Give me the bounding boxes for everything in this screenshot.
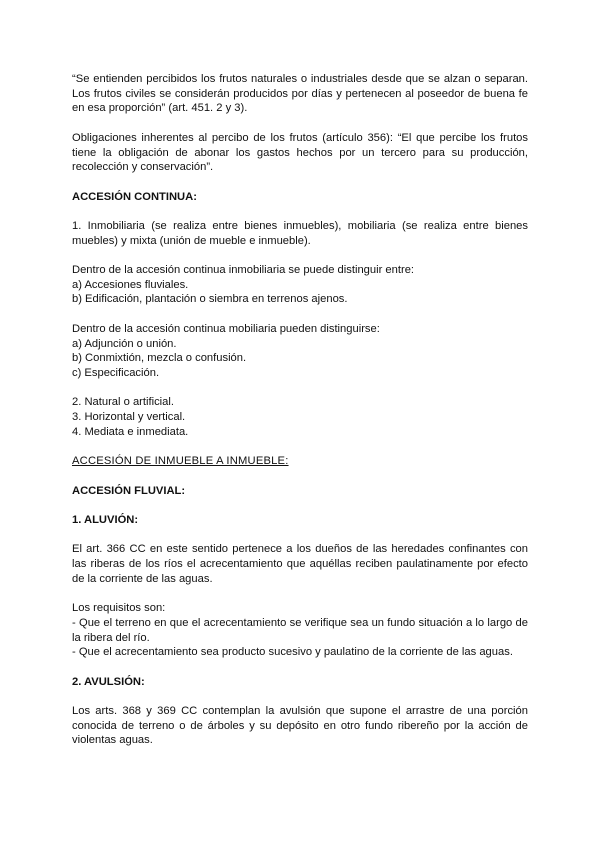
list-mobiliaria [72,322,528,381]
list-item: 2. Natural o artificial. [72,396,174,409]
heading-avulsion: 2. AVULSIÓN: [72,675,145,688]
list-intro: Dentro de la accesión continua mobiliaria pueden distinguirse: [72,322,380,335]
heading-accesion-fluvial: ACCESIÓN FLUVIAL: [72,484,186,497]
paragraph-aluvion: El art. 366 CC en este sentido pertenece a los dueños de las heredades confinantes con las riberas de los ríos el acrecentamiento que aquéllas reciben paulatinamente por efecto de la corriente de las aguas. [72,543,528,585]
list-item: a) Accesiones fluviales. [72,278,189,291]
list-item: a) Adjunción o unión. [72,337,177,350]
heading-aluvion: 1. ALUVIÓN: [72,513,139,526]
heading-inmueble-a-inmueble: ACCESIÓN DE INMUEBLE A INMUEBLE: [72,455,289,468]
list-requisitos [72,601,528,660]
list-item: b) Conmixtión, mezcla o confusión. [72,352,247,365]
list-item: c) Especificación. [72,366,160,379]
paragraph-frutos-quote: “Se entienden percibidos los frutos naturales o industriales desde que se alzan o separan. Los frutos civiles se considerán producidos por días y pertenecen al poseedor de buena fe en esa proporción” (art. 451. 2 y 3). [72,73,528,115]
heading-accesion-continua: ACCESIÓN CONTINUA: [72,190,197,203]
document-body [72,72,528,748]
list-intro: Los requisitos son: [72,602,166,615]
paragraph-obligaciones: Obligaciones inherentes al percibo de los frutos (artículo 356): “El que percibe los frutos tiene la obligación de abonar los gastos hechos por un tercero para su producción, recolección y conservación”. [72,131,528,174]
list-clasificacion [72,395,528,439]
list-item: 4. Mediata e inmediata. [72,425,189,438]
paragraph-avulsion: Los arts. 368 y 369 CC contemplan la avulsión que supone el arrastre de una porción conocida de terreno o de árboles y su depósito en otro fundo ribereño por la acción de violentas aguas. [72,705,528,747]
paragraph-tipos-accesion: 1. Inmobiliaria (se realiza entre bienes inmuebles), mobiliaria (se realiza entre bienes muebles) y mixta (unión de mueble e inmueble). [72,219,528,247]
list-intro: Dentro de la accesión continua inmobiliaria se puede distinguir entre: [72,264,415,277]
list-item: - Que el terreno en que el acrecentamiento se verifique sea un fundo situación a lo largo de la ribera del río. [72,616,528,644]
list-item: b) Edificación, plantación o siembra en terrenos ajenos. [72,293,348,306]
list-inmobiliaria [72,263,528,307]
list-item: 3. Horizontal y vertical. [72,411,186,424]
list-item: - Que el acrecentamiento sea producto sucesivo y paulatino de la corriente de las aguas. [72,646,513,659]
